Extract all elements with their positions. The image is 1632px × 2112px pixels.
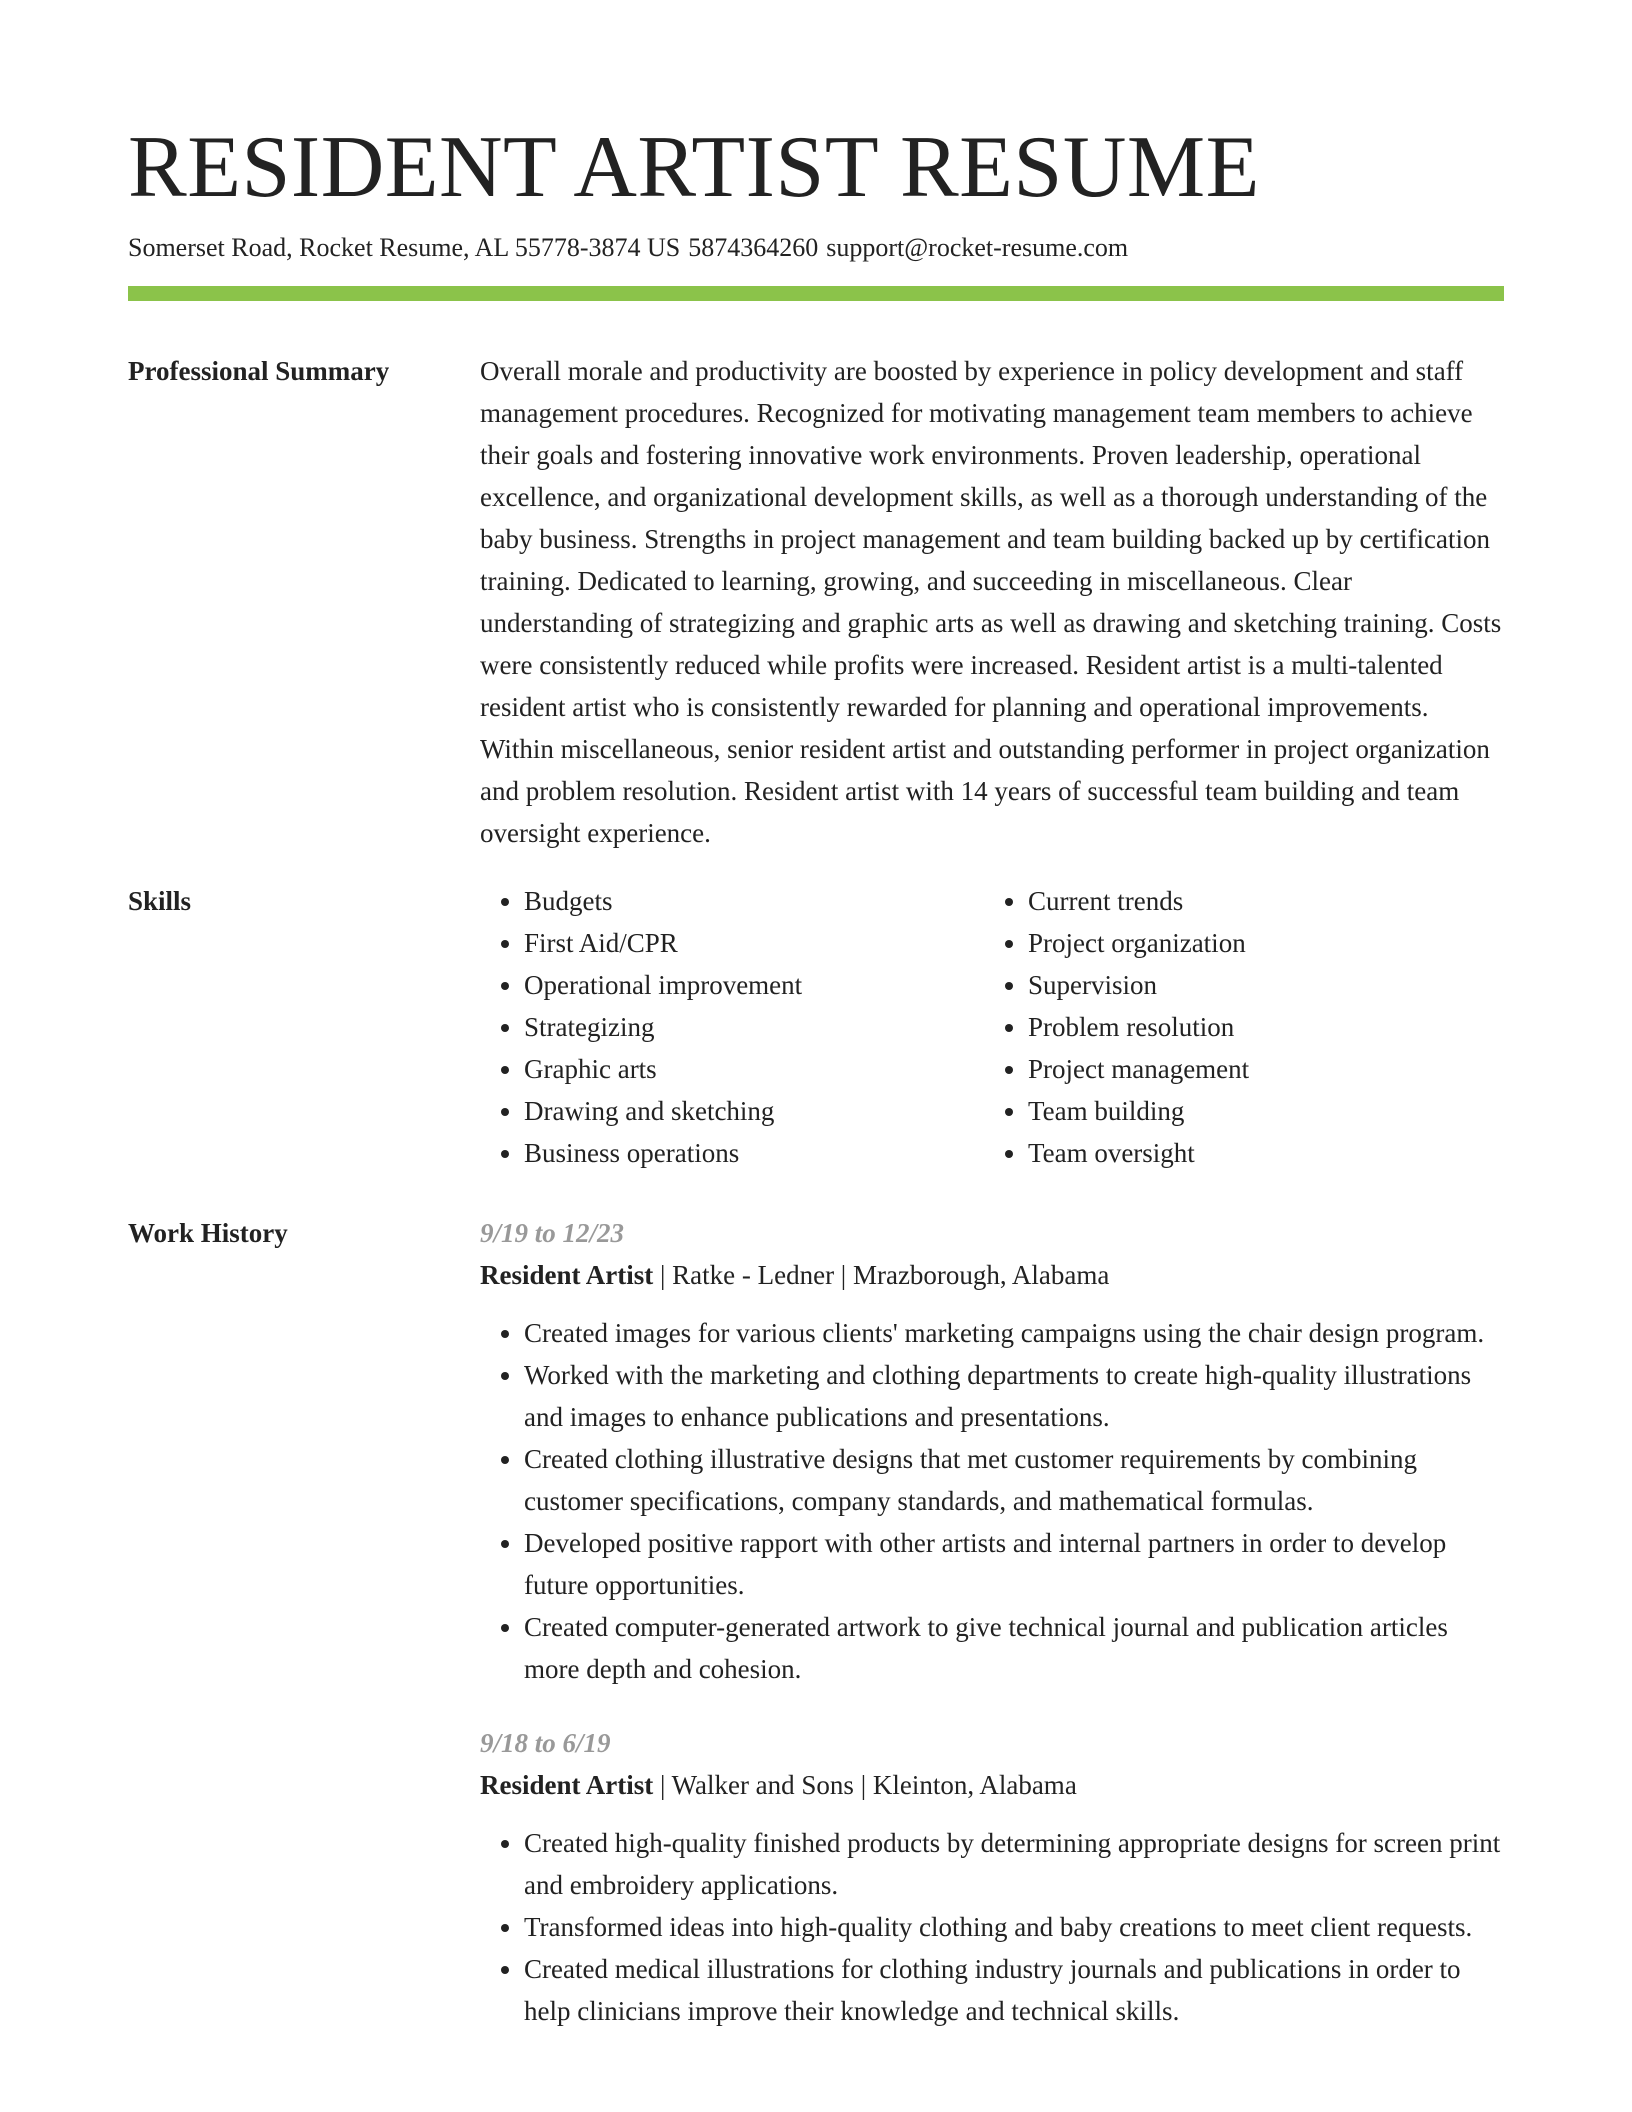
- job-bullets: [480, 1822, 1506, 2032]
- skill-item: • Operational improvement: [524, 964, 984, 1006]
- job-bullet: • Transformed ideas into high-quality clothing and baby creations to meet client requests.: [524, 1906, 1506, 1948]
- skill-item: • First Aid/CPR: [524, 922, 984, 964]
- contact-line: [128, 230, 1128, 266]
- header-divider: [128, 286, 1504, 301]
- job-bullets: [480, 1312, 1506, 1690]
- job-details: | Walker and Sons | Kleinton, Alabama: [653, 1770, 1077, 1800]
- skill-item: • Graphic arts: [524, 1048, 984, 1090]
- skills-columns: [480, 880, 1506, 1174]
- job-dates: 9/18 to 6/19: [480, 1728, 611, 1758]
- job-entry: [480, 1722, 1506, 2032]
- job-bullet: • Created medical illustrations for clothing industry journals and publications in order to help clinicians improve their knowledge and technical skills.: [524, 1948, 1506, 2032]
- skill-item: • Project organization: [1028, 922, 1488, 964]
- contact-phone: 5874364260: [688, 233, 819, 262]
- skill-item: • Supervision: [1028, 964, 1488, 1006]
- job-title-line: [480, 1764, 1506, 1806]
- contact-email: support@rocket-resume.com: [826, 233, 1129, 262]
- job-title: Resident Artist: [480, 1770, 654, 1800]
- skill-item: • Team building: [1028, 1090, 1488, 1132]
- summary-label: Professional Summary: [128, 356, 390, 386]
- job-bullet: • Created clothing illustrative designs that met customer requirements by combining customer specifications, company standards, and mathematical formulas.: [524, 1438, 1506, 1522]
- skill-item: • Current trends: [1028, 880, 1488, 922]
- work-history-body: [480, 1212, 1506, 2032]
- job-title: Resident Artist: [480, 1260, 654, 1290]
- skill-item: • Problem resolution: [1028, 1006, 1488, 1048]
- summary-body: [480, 350, 1506, 854]
- skill-item: • Team oversight: [1028, 1132, 1488, 1174]
- skill-item: • Project management: [1028, 1048, 1488, 1090]
- job-bullet: • Developed positive rapport with other artists and internal partners in order to develop future opportunities.: [524, 1522, 1506, 1606]
- job-title-line: [480, 1254, 1506, 1296]
- skills-label: Skills: [128, 886, 192, 916]
- work-history-label: Work History: [128, 1218, 288, 1248]
- job-bullet: • Created computer-generated artwork to give technical journal and publication articles more depth and cohesion.: [524, 1606, 1506, 1690]
- job-details: | Ratke - Ledner | Mrazborough, Alabama: [653, 1260, 1110, 1290]
- skill-item: • Drawing and sketching: [524, 1090, 984, 1132]
- skill-item: • Business operations: [524, 1132, 984, 1174]
- skill-item: • Budgets: [524, 880, 984, 922]
- skills-list-right: [984, 880, 1488, 1174]
- job-bullet: • Created high-quality finished products by determining appropriate designs for screen print and embroidery applications.: [524, 1822, 1506, 1906]
- job-bullet: • Worked with the marketing and clothing departments to create high-quality illustrations and images to enhance publications and presentations.: [524, 1354, 1506, 1438]
- skill-item: • Strategizing: [524, 1006, 984, 1048]
- contact-address: Somerset Road, Rocket Resume, AL 55778-3874 US: [128, 233, 681, 262]
- job-entry: [480, 1212, 1506, 1690]
- job-bullet: • Created images for various clients' marketing campaigns using the chair design program.: [524, 1312, 1506, 1354]
- skills-list-left: [480, 880, 984, 1174]
- skills-body: [480, 880, 1506, 1174]
- resume-title: RESIDENT ARTIST RESUME: [128, 119, 1260, 216]
- summary-text: Overall morale and productivity are boosted by experience in policy development and staff management procedures. Recognized for motivating management team members to achieve their goals and fostering innovative work environments. Proven leadership, operational excellence, and organizational development skills, as well as a thorough understanding of the baby business. Strengths in project management and team building backed up by certification training. Dedicated to learning, growing, and succeeding in miscellaneous. Clear understanding of strategizing and graphic arts as well as drawing and sketching training. Costs were consistently reduced while profits were increased. Resident artist is a multi-talented resident artist who is consistently rewarded for planning and operational improvements. Within miscellaneous, senior resident artist and outstanding performer in project organization and problem resolution. Resident artist with 14 years of successful team building and team oversight experience.: [480, 356, 1502, 848]
- job-dates: 9/19 to 12/23: [480, 1218, 625, 1248]
